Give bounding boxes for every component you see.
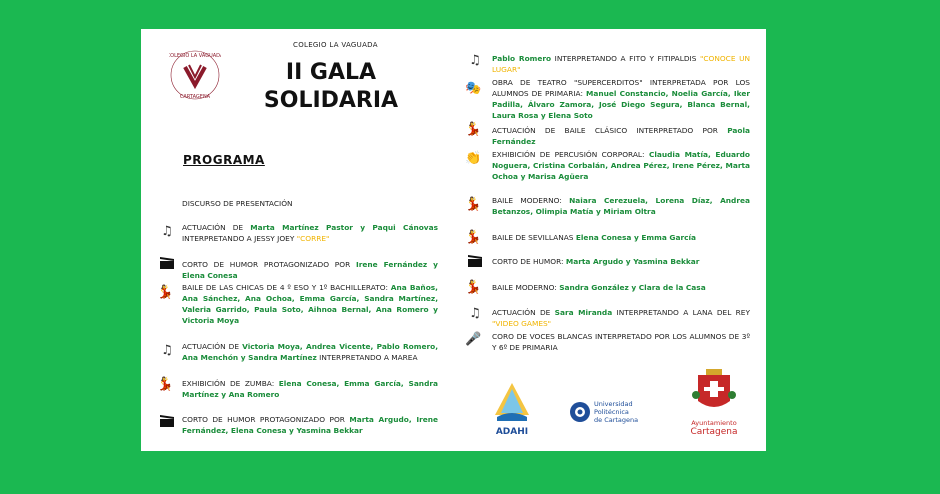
dancer-icon: 💃 [465,280,482,295]
music-note-icon: ♫ [161,343,173,358]
program-item: BAILE MODERNO: Sandra González y Clara de la Casa [492,283,706,292]
school-name: COLEGIO LA VAGUADA [293,41,378,49]
gala-title [251,59,411,115]
program-item: OBRA DE TEATRO "SUPERCERDITOS" INTERPRETADA POR LOS ALUMNOS DE PRIMARIA: Manuel Constancio, Noelia García, Iker Padilla, Álvaro Zamora, José Diego Segura, Blanca Bernal, Laura Rosa y Elena Soto [492,78,750,120]
program-item: BAILE DE LAS CHICAS DE 4 º ESO Y 1º BACHILLERATO: Ana Baños, Ana Sánchez, Ana Ochoa, Emma García, Sandra Martínez, Valeria Garrido, Paula Soto, Aihnoa Bernal, Ana Romero y Victoria Moya [182,283,438,325]
program-item: Pablo Romero INTERPRETANDO A FITO Y FITIPALDIS "CONOCE UN LUGAR" [492,54,751,74]
choir-icon: 🎤 [465,332,482,347]
svg-text:CARTAGENA: CARTAGENA [179,94,211,100]
program-item: ACTUACIÓN DE BAILE CLÁSICO INTERPRETADO POR Paola Fernández [492,126,750,146]
program-item: DISCURSO DE PRESENTACIÓN [182,199,293,208]
dancer-icon: 💃 [465,230,482,245]
program-item: EXHIBICIÓN DE ZUMBA: Elena Conesa, Emma García, Sandra Martínez y Ana Romero [182,379,438,399]
program-item: ACTUACIÓN DE Sara Miranda INTERPRETANDO A LANA DEL REY "VIDEO GAMES" [492,308,750,328]
program-item: BAILE MODERNO: Naiara Cerezuela, Lorena Díaz, Andrea Betanzos, Olimpia Matía y Miriam Oltra [492,196,750,216]
program-item: ACTUACIÓN DE Victoria Moya, Andrea Vicente, Pablo Romero, Ana Menchón y Sandra Martínez INTERPRETANDO A MAREA [182,342,439,362]
theater-masks-icon: 🎭 [465,81,482,96]
program-item: CORO DE VOCES BLANCAS INTERPRETADO POR LOS ALUMNOS DE 3º Y 6º DE PRIMARIA [492,332,750,352]
upct-logo: Universidad Politécnica de Cartagena [569,399,659,429]
music-note-icon: ♫ [161,224,173,239]
dancer-icon: 💃 [157,285,174,300]
svg-text:COLEGIO LA VAGUADA: COLEGIO LA VAGUADA [169,53,221,59]
program-sheet [141,29,766,451]
dancer-icon: 💃 [465,197,482,212]
music-note-icon: ♫ [469,53,481,68]
program-item: EXHIBICIÓN DE PERCUSIÓN CORPORAL: Claudia Matía, Eduardo Noguera, Cristina Corbalán, Andrea Pérez, Irene Pérez, Marta Ochoa y Marisa Agüera [492,150,751,181]
adahi-logo [487,379,537,439]
title-line-1: II GALA [285,60,377,85]
svg-text:ADAHI: ADAHI [495,427,529,437]
music-note-icon: ♫ [469,306,481,321]
program-item: CORTO DE HUMOR: Marta Argudo y Yasmina Bekkar [492,257,700,266]
clapperboard-icon [159,415,175,431]
title-line-2: SOLIDARIA [263,88,399,113]
school-logo [169,49,221,101]
ayuntamiento-logo: Ayuntamiento Cartagena [682,367,746,443]
programa-heading: PROGRAMA [183,153,265,167]
program-item: CORTO DE HUMOR PROTAGONIZADO POR Marta Argudo, Irene Fernández, Elena Conesa y Yasmina Bekkar [182,415,438,435]
clapperboard-icon [159,257,175,273]
program-item: CORTO DE HUMOR PROTAGONIZADO POR Irene Fernández y Elena Conesa [182,260,438,280]
program-item: BAILE DE SEVILLANAS Elena Conesa y Emma García [492,233,696,242]
clapperboard-icon [467,255,483,271]
dancer-icon: 💃 [465,122,482,137]
dancer-icon: 💃 [157,377,174,392]
program-item: ACTUACIÓN DE Marta Martínez Pastor y Paqui Cánovas INTERPRETANDO A JESSY JOEY "CORRE" [182,223,439,243]
percussion-icon: 👏 [465,151,482,166]
